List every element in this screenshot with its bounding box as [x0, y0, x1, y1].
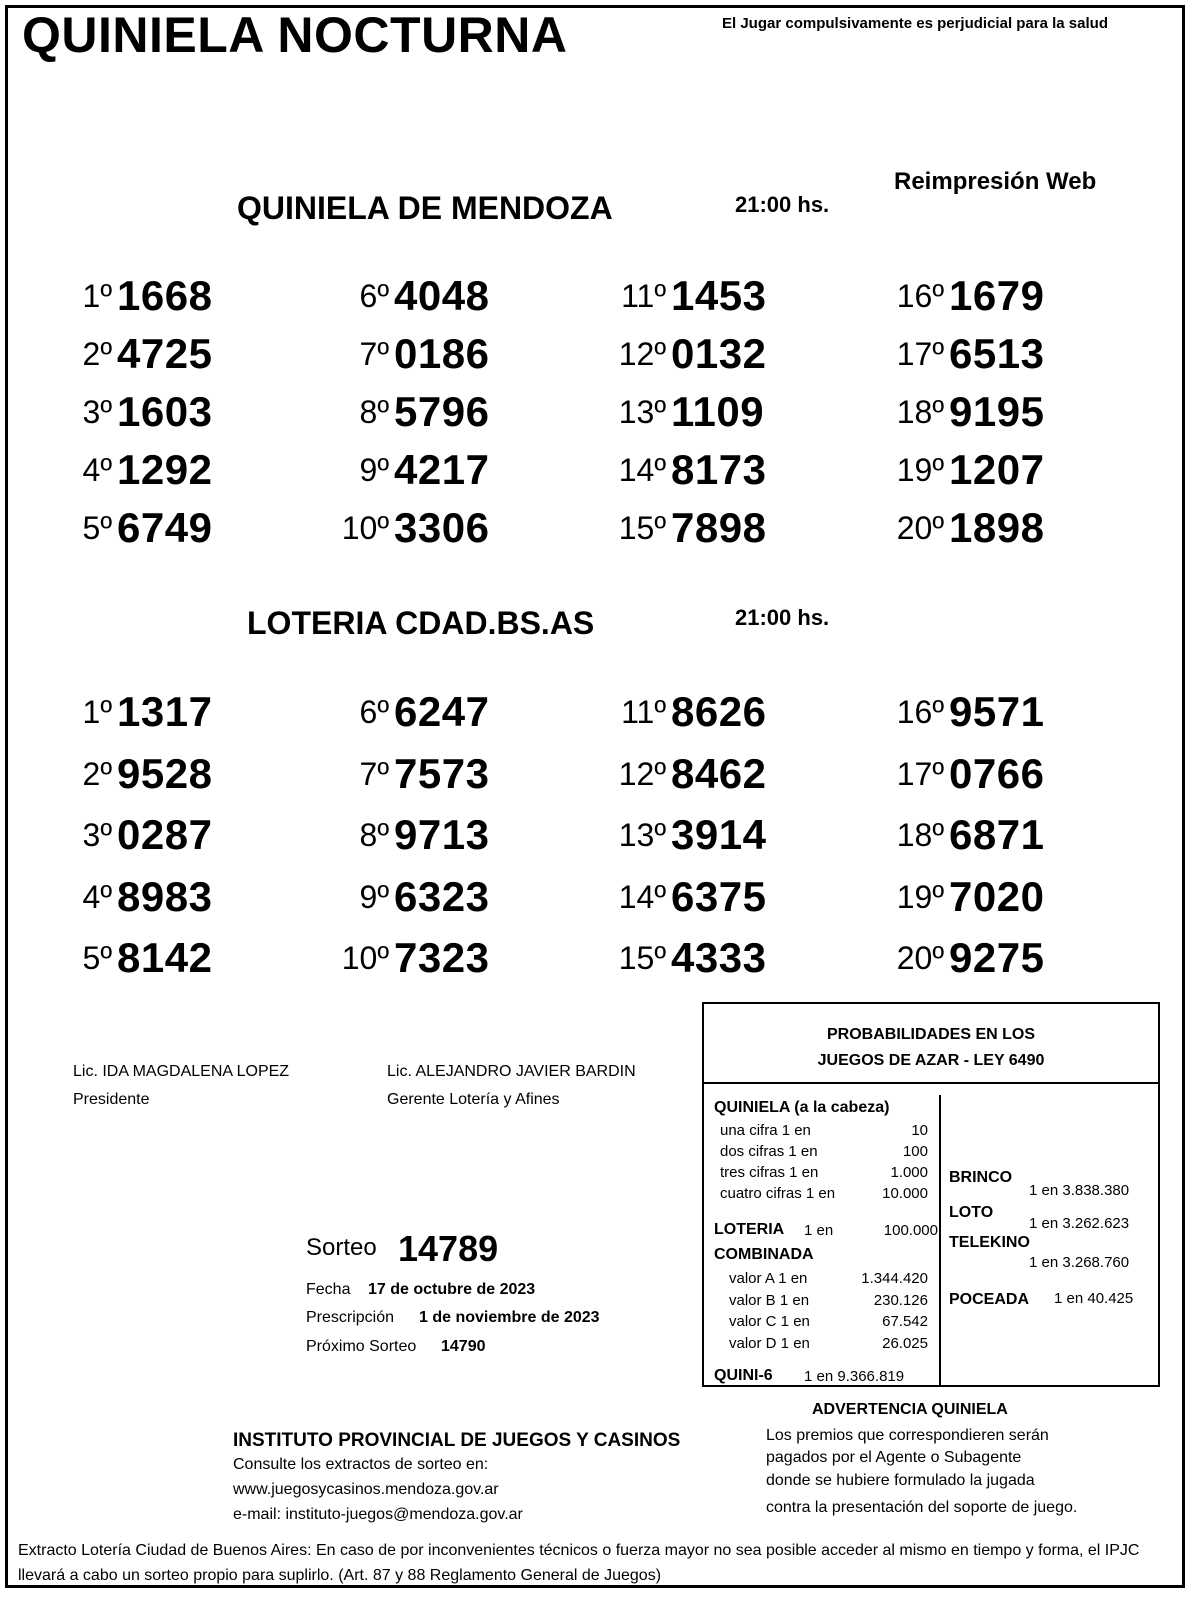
- mendoza-result-row: [20, 274, 230, 332]
- buenos-aires-result-row: [852, 872, 1062, 937]
- buenos-aires-result-position: 14º: [618, 878, 666, 915]
- probabilities-divider: [939, 1095, 941, 1385]
- mendoza-result-number: 7898: [671, 504, 767, 551]
- mendoza-result-position: 12º: [618, 336, 666, 372]
- mendoza-result-number: 1898: [949, 504, 1045, 551]
- mendoza-section-title: QUINIELA DE MENDOZA: [237, 190, 613, 226]
- buenos-aires-hour: 21:00 hs.: [735, 605, 830, 630]
- poceada-odds-label: POCEADA: [949, 1291, 1030, 1308]
- mendoza-result-position: 14º: [618, 452, 666, 488]
- mendoza-result-number: 1668: [117, 272, 213, 319]
- buenos-aires-section-title: LOTERIA CDAD.BS.AS: [247, 605, 595, 641]
- brinco-odds-value: 1 en 3.838.380: [1029, 1182, 1130, 1199]
- buenos-aires-result-row: [297, 749, 507, 814]
- buenos-aires-result-row: [20, 690, 230, 752]
- mendoza-result-row: [574, 332, 784, 390]
- mendoza-result-row: [574, 390, 784, 448]
- buenos-aires-result-row: [574, 749, 784, 814]
- telekino-odds-label: TELEKINO: [949, 1234, 1030, 1251]
- quiniela-odds-label: tres cifras 1 en: [720, 1164, 819, 1181]
- institute-title: INSTITUTO PROVINCIAL DE JUEGOS Y CASINOS: [233, 1430, 681, 1451]
- mendoza-result-number: 3306: [394, 504, 490, 551]
- probabilities-header: [704, 1004, 1158, 1084]
- buenos-aires-result-number: 8983: [117, 872, 213, 920]
- buenos-aires-result-row: [852, 936, 1062, 998]
- mendoza-result-number: 8173: [671, 446, 767, 493]
- prescription-date: 1 de noviembre de 2023: [419, 1309, 600, 1326]
- buenos-aires-result-position: 5º: [82, 940, 112, 976]
- mendoza-result-number: 4048: [394, 272, 490, 319]
- buenos-aires-result-row: [574, 936, 784, 998]
- mendoza-result-row: [852, 506, 1062, 564]
- quiniela-odds-value: 100: [902, 1143, 928, 1160]
- combinada-odds-label: valor C 1 en: [729, 1313, 810, 1330]
- buenos-aires-result-position: 15º: [618, 940, 666, 976]
- buenos-aires-result-number: 8142: [117, 934, 213, 981]
- mendoza-result-row: [20, 390, 230, 448]
- mendoza-result-number: 1109: [671, 388, 765, 435]
- probabilities-box: [702, 1002, 1160, 1387]
- next-draw-label: Próximo Sorteo: [306, 1338, 417, 1355]
- buenos-aires-result-row: [574, 690, 784, 752]
- buenos-aires-result-number: 3914: [671, 811, 767, 858]
- mendoza-result-position: 20º: [896, 510, 944, 546]
- mendoza-result-row: [852, 274, 1062, 332]
- mendoza-result-row: [574, 506, 784, 564]
- mendoza-result-position: 3º: [82, 394, 112, 430]
- mendoza-result-row: [574, 274, 784, 332]
- mendoza-column: [20, 274, 230, 564]
- mendoza-result-number: 1603: [117, 388, 213, 435]
- buenos-aires-result-position: 6º: [359, 694, 389, 730]
- probabilities-title-line2: JUEGOS DE AZAR - LEY 6490: [817, 1052, 1045, 1069]
- mendoza-result-position: 18º: [896, 394, 944, 430]
- mendoza-result-number: 4217: [394, 446, 490, 493]
- loto-odds-value: 1 en 3.262.623: [1029, 1215, 1130, 1232]
- combinada-odds-value: 67.542: [882, 1313, 928, 1330]
- buenos-aires-result-number: 1317: [117, 688, 213, 735]
- combinada-odds-value: 230.126: [873, 1291, 928, 1309]
- mendoza-result-position: 10º: [341, 510, 389, 546]
- buenos-aires-result-position: 11º: [621, 694, 666, 730]
- buenos-aires-result-row: [297, 813, 507, 875]
- institute-email: e-mail: instituto-juegos@mendoza.gov.ar: [233, 1506, 523, 1523]
- buenos-aires-result-number: 7323: [394, 934, 490, 981]
- draw-date-label: Fecha: [306, 1281, 351, 1298]
- advertencia-line1: Los premios que correspondieren serán: [766, 1427, 1049, 1444]
- mendoza-result-position: 2º: [82, 336, 112, 372]
- mendoza-result-row: [297, 274, 507, 332]
- quiniela-odds-label: dos cifras 1 en: [720, 1143, 818, 1160]
- mendoza-result-position: 13º: [618, 394, 666, 430]
- buenos-aires-result-number: 0766: [949, 749, 1045, 797]
- reprint-label: Reimpresión Web: [894, 168, 1097, 195]
- probabilities-title-line1: PROBABILIDADES EN LOS: [826, 1026, 1035, 1043]
- quiniela-odds-label: cuatro cifras 1 en: [720, 1185, 836, 1202]
- buenos-aires-result-position: 4º: [82, 878, 112, 915]
- quini6-odds-label: QUINI-6: [714, 1367, 773, 1384]
- buenos-aires-result-number: 9713: [394, 811, 490, 858]
- mendoza-result-number: 1207: [949, 446, 1045, 493]
- buenos-aires-result-position: 12º: [618, 755, 666, 792]
- mendoza-result-number: 4725: [117, 330, 213, 377]
- buenos-aires-result-row: [297, 936, 507, 998]
- buenos-aires-result-position: 7º: [359, 755, 389, 792]
- buenos-aires-result-position: 3º: [82, 817, 112, 853]
- manager-name: Lic. ALEJANDRO JAVIER BARDIN: [387, 1063, 636, 1080]
- mendoza-result-number: 5796: [394, 388, 490, 435]
- mendoza-result-position: 11º: [621, 278, 666, 314]
- buenos-aires-result-row: [852, 813, 1062, 875]
- buenos-aires-result-number: 7573: [394, 749, 490, 797]
- mendoza-result-row: [852, 448, 1062, 506]
- mendoza-result-position: 17º: [896, 336, 944, 372]
- buenos-aires-result-number: 8626: [671, 688, 767, 735]
- mendoza-result-position: 16º: [896, 278, 944, 314]
- buenos-aires-result-row: [852, 690, 1062, 752]
- buenos-aires-result-position: 17º: [896, 755, 944, 792]
- buenos-aires-result-number: 6375: [671, 872, 767, 920]
- advertencia-line3: donde se hubiere formulado la jugada: [766, 1472, 1035, 1489]
- mendoza-result-row: [297, 332, 507, 390]
- buenos-aires-result-position: 9º: [359, 878, 389, 915]
- mendoza-column: [852, 274, 1062, 564]
- buenos-aires-result-row: [852, 749, 1062, 814]
- draw-label: Sorteo: [306, 1234, 377, 1261]
- mendoza-result-number: 6513: [949, 330, 1045, 377]
- buenos-aires-column: [852, 690, 1062, 998]
- quiniela-odds-value: 1.000: [890, 1164, 928, 1181]
- buenos-aires-result-row: [297, 690, 507, 752]
- buenos-aires-result-position: 13º: [618, 817, 666, 853]
- mendoza-result-position: 15º: [618, 510, 666, 546]
- buenos-aires-result-number: 7020: [949, 872, 1045, 920]
- telekino-odds-value: 1 en 3.268.760: [1029, 1254, 1130, 1271]
- mendoza-column: [574, 274, 784, 564]
- buenos-aires-result-position: 20º: [896, 940, 944, 976]
- next-draw-number: 14790: [441, 1338, 486, 1355]
- quiniela-odds-label: QUINIELA (a la cabeza): [714, 1099, 890, 1116]
- mendoza-result-position: 1º: [82, 278, 112, 314]
- buenos-aires-result-row: [297, 872, 507, 937]
- buenos-aires-result-number: 4333: [671, 934, 767, 981]
- mendoza-result-position: 9º: [359, 452, 389, 488]
- buenos-aires-result-row: [20, 813, 230, 875]
- mendoza-result-position: 4º: [82, 452, 112, 488]
- mendoza-result-number: 1453: [671, 272, 767, 319]
- buenos-aires-result-row: [20, 872, 230, 937]
- mendoza-result-row: [20, 332, 230, 390]
- buenos-aires-result-row: [574, 872, 784, 937]
- buenos-aires-result-number: 8462: [671, 749, 767, 797]
- footer-note: Extracto Lotería Ciudad de Buenos Aires: En caso de por inconvenientes técnicos o fuerza mayor no sea posible acceder al mismo en tiempo y forma, el IPJC llevará a cabo un sorteo propio para suplirlo. (Art. 87 y 88 Reglamento General de Juegos): [18, 1542, 1140, 1584]
- mendoza-result-row: [852, 390, 1062, 448]
- buenos-aires-column: [297, 690, 507, 998]
- mendoza-result-position: 6º: [359, 278, 389, 314]
- draw-number: 14789: [398, 1228, 499, 1269]
- combinada-odds-label: valor B 1 en: [729, 1291, 810, 1309]
- buenos-aires-result-number: 0287: [117, 811, 213, 858]
- quini6-odds-value: 1 en 9.366.819: [804, 1368, 905, 1385]
- mendoza-result-row: [297, 390, 507, 448]
- mendoza-hour: 21:00 hs.: [735, 192, 830, 217]
- buenos-aires-result-number: 6323: [394, 872, 490, 920]
- loteria-odds-label: LOTERIA: [714, 1221, 785, 1238]
- health-warning: El Jugar compulsivamente es perjudicial para la salud: [722, 15, 1108, 32]
- loto-odds-label: LOTO: [949, 1204, 994, 1221]
- poceada-odds-value: 1 en 40.425: [1054, 1290, 1134, 1307]
- advertencia-title: ADVERTENCIA QUINIELA: [812, 1401, 1008, 1418]
- mendoza-result-number: 1292: [117, 446, 213, 493]
- combinada-odds-label: COMBINADA: [714, 1246, 814, 1263]
- mendoza-result-position: 8º: [359, 394, 389, 430]
- mendoza-result-row: [20, 506, 230, 564]
- mendoza-result-row: [574, 448, 784, 506]
- buenos-aires-result-number: 9275: [949, 934, 1045, 981]
- quiniela-odds-value: 10.000: [882, 1185, 928, 1202]
- buenos-aires-result-number: 6247: [394, 688, 490, 735]
- advertencia-line2: pagados por el Agente o Subagente: [766, 1449, 1022, 1466]
- mendoza-result-row: [852, 332, 1062, 390]
- buenos-aires-result-position: 19º: [896, 878, 944, 915]
- buenos-aires-result-number: 9571: [949, 688, 1045, 735]
- buenos-aires-result-row: [574, 813, 784, 875]
- buenos-aires-result-position: 18º: [896, 817, 944, 853]
- mendoza-result-position: 5º: [82, 510, 112, 546]
- buenos-aires-column: [20, 690, 230, 998]
- mendoza-result-number: 9195: [949, 388, 1045, 435]
- institute-website: www.juegosycasinos.mendoza.gov.ar: [233, 1481, 499, 1498]
- loteria-odds-text: 1 en: [804, 1222, 834, 1239]
- buenos-aires-result-position: 10º: [341, 940, 389, 976]
- institute-consult-text: Consulte los extractos de sorteo en:: [233, 1456, 489, 1473]
- page-title: QUINIELA NOCTURNA: [22, 7, 568, 63]
- combinada-odds-value: 26.025: [882, 1334, 928, 1352]
- mendoza-result-number: 0132: [671, 330, 767, 377]
- draw-date: 17 de octubre de 2023: [368, 1281, 536, 1298]
- brinco-odds-label: BRINCO: [949, 1169, 1013, 1186]
- mendoza-result-row: [20, 448, 230, 506]
- buenos-aires-result-position: 2º: [82, 755, 112, 792]
- combinada-odds-label: valor A 1 en: [729, 1270, 808, 1287]
- advertencia-line4: contra la presentación del soporte de juego.: [766, 1499, 1078, 1516]
- quiniela-odds-label: una cifra 1 en: [720, 1122, 811, 1139]
- mendoza-result-row: [297, 506, 507, 564]
- prescription-label: Prescripción: [306, 1309, 395, 1326]
- buenos-aires-result-number: 9528: [117, 749, 213, 797]
- mendoza-result-position: 7º: [359, 336, 389, 372]
- loteria-odds-value: 100.000: [883, 1222, 938, 1239]
- quiniela-odds-value: 10: [911, 1122, 928, 1139]
- combinada-odds-value: 1.344.420: [861, 1270, 928, 1287]
- mendoza-result-number: 1679: [949, 272, 1045, 319]
- buenos-aires-result-number: 6871: [949, 811, 1045, 858]
- buenos-aires-result-position: 1º: [82, 694, 112, 730]
- president-role: Presidente: [73, 1091, 150, 1108]
- buenos-aires-result-row: [20, 749, 230, 814]
- mendoza-result-position: 19º: [896, 452, 944, 488]
- mendoza-result-row: [297, 448, 507, 506]
- manager-role: Gerente Lotería y Afines: [387, 1091, 560, 1108]
- combinada-odds-label: valor D 1 en: [729, 1334, 810, 1352]
- mendoza-result-number: 0186: [394, 330, 490, 377]
- buenos-aires-result-position: 8º: [359, 817, 389, 853]
- president-name: Lic. IDA MAGDALENA LOPEZ: [73, 1063, 290, 1080]
- mendoza-column: [297, 274, 507, 564]
- mendoza-result-number: 6749: [117, 504, 213, 551]
- buenos-aires-result-row: [20, 936, 230, 998]
- buenos-aires-result-position: 16º: [896, 694, 944, 730]
- buenos-aires-column: [574, 690, 784, 998]
